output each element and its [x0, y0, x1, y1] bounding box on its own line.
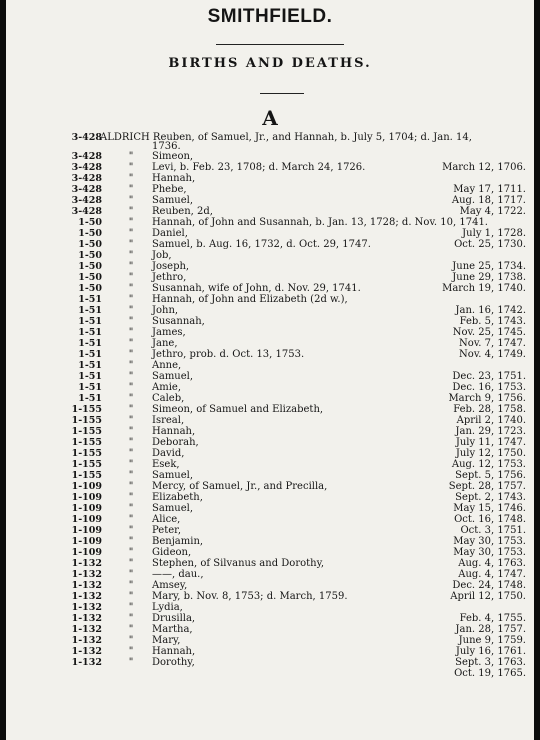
entry-date: April 12, 1750.	[450, 591, 526, 602]
entry-reference: 1-51	[78, 327, 102, 338]
entry-row	[6, 415, 534, 426]
entry-row	[6, 305, 534, 316]
entry-reference: 1-132	[71, 646, 102, 657]
entry-row	[6, 132, 534, 151]
ditto-mark: "	[128, 206, 134, 217]
entry-reference: 1-50	[78, 239, 102, 250]
entry-row	[6, 349, 534, 360]
entry-name: Samuel, b. Aug. 16, 1732, d. Oct. 29, 1747.	[152, 239, 371, 250]
entry-row	[6, 536, 534, 547]
entry-reference: 3-428	[71, 162, 102, 173]
entry-reference: 1-109	[71, 525, 102, 536]
entry-row	[6, 558, 534, 569]
entry-name: Amie,	[152, 382, 181, 393]
ditto-mark: "	[128, 283, 134, 294]
entry-date: Jan. 16, 1742.	[455, 305, 526, 316]
entry-name: Reuben, 2d,	[152, 206, 213, 217]
ditto-mark: "	[128, 217, 134, 228]
entry-date: May 30, 1753.	[453, 536, 526, 547]
entry-date: Dec. 24, 1748.	[452, 580, 526, 591]
ditto-mark: "	[128, 503, 134, 514]
ditto-mark: "	[128, 294, 134, 305]
entry-name: Samuel,	[152, 503, 194, 514]
entry-row	[6, 239, 534, 250]
entry-row	[6, 646, 534, 657]
entry-date: Jan. 29, 1723.	[455, 426, 526, 437]
entry-name: Esek,	[152, 459, 180, 470]
entry-reference: 3-428	[71, 132, 102, 143]
entry-reference: 1-51	[78, 371, 102, 382]
entry-row	[6, 217, 534, 228]
entry-name: Jane,	[152, 338, 178, 349]
document-page	[6, 0, 534, 740]
entry-date: March 9, 1756.	[448, 393, 526, 404]
entry-row	[6, 459, 534, 470]
entry-row	[6, 470, 534, 481]
entry-date: Sept. 5, 1756.	[455, 470, 526, 481]
ditto-mark: "	[128, 624, 134, 635]
ditto-mark: "	[128, 536, 134, 547]
entry-name: Susannah,	[152, 316, 205, 327]
entry-name: Samuel,	[152, 470, 194, 481]
entry-row	[6, 591, 534, 602]
page-title: SMITHFIELD.	[207, 6, 333, 27]
entry-row	[6, 657, 534, 668]
ditto-mark: "	[128, 569, 134, 580]
entry-reference: 1-132	[71, 635, 102, 646]
entry-name: Elizabeth,	[152, 492, 203, 503]
entry-date: July 12, 1750.	[455, 448, 526, 459]
entry-date: Sept. 3, 1763.	[455, 657, 526, 668]
entry-reference: 1-109	[71, 547, 102, 558]
ditto-mark: "	[128, 635, 134, 646]
entry-reference: 1-109	[71, 536, 102, 547]
entry-reference: 1-132	[71, 602, 102, 613]
entry-row	[6, 206, 534, 217]
entry-reference: 1-132	[71, 591, 102, 602]
entry-name: Gideon,	[152, 547, 192, 558]
entry-name: Joseph,	[152, 261, 190, 272]
ditto-mark: "	[128, 492, 134, 503]
entry-reference: 1-51	[78, 393, 102, 404]
entry-reference: 1-155	[71, 437, 102, 448]
ditto-mark: "	[128, 404, 134, 415]
entry-row	[6, 173, 534, 184]
entry-date: June 9, 1759.	[458, 635, 526, 646]
entry-name: Job,	[152, 250, 172, 261]
entry-reference: 1-155	[71, 448, 102, 459]
entry-row	[6, 283, 534, 294]
entry-date: May 17, 1711.	[453, 184, 526, 195]
entry-date: Sept. 2, 1743.	[455, 492, 526, 503]
entry-reference: 1-155	[71, 415, 102, 426]
entry-name: Martha,	[152, 624, 193, 635]
section-subtitle: BIRTHS AND DEATHS.	[168, 56, 372, 71]
entry-reference: 3-428	[71, 206, 102, 217]
entry-name: Dorothy,	[152, 657, 195, 668]
entry-name: Simeon, of Samuel and Elizabeth,	[152, 404, 324, 415]
entry-reference: 1-155	[71, 426, 102, 437]
entry-row	[6, 371, 534, 382]
ditto-mark: "	[128, 327, 134, 338]
entry-name: Jethro, prob. d. Oct. 13, 1753.	[152, 349, 305, 360]
ditto-mark: "	[128, 162, 134, 173]
entry-date: June 29, 1738.	[452, 272, 526, 283]
entry-reference: 1-51	[78, 382, 102, 393]
ditto-mark: "	[128, 316, 134, 327]
ditto-mark: "	[128, 272, 134, 283]
entry-reference: 1-132	[71, 580, 102, 591]
entry-reference: 1-50	[78, 272, 102, 283]
entry-date: March 19, 1740.	[442, 283, 526, 294]
entry-list	[6, 132, 534, 679]
entry-name: Phebe,	[152, 184, 187, 195]
entry-reference: 3-428	[71, 195, 102, 206]
ditto-mark: "	[128, 514, 134, 525]
entry-row	[6, 360, 534, 371]
entry-date: July 1, 1728.	[462, 228, 526, 239]
ditto-mark: "	[128, 558, 134, 569]
ditto-mark: "	[128, 426, 134, 437]
ditto-mark: "	[128, 591, 134, 602]
entry-row	[6, 261, 534, 272]
ditto-mark: "	[128, 371, 134, 382]
ditto-mark: "	[128, 250, 134, 261]
entry-reference: 3-428	[71, 151, 102, 162]
entry-reference: 3-428	[71, 173, 102, 184]
section-letter: A	[262, 106, 278, 130]
entry-reference: 1-50	[78, 228, 102, 239]
entry-name: Mary,	[152, 635, 181, 646]
ditto-mark: "	[128, 547, 134, 558]
entry-row	[6, 316, 534, 327]
entry-row	[6, 382, 534, 393]
entry-name: Samuel,	[152, 195, 194, 206]
entry-row	[6, 624, 534, 635]
entry-name: Jethro,	[152, 272, 187, 283]
entry-reference: 1-132	[71, 624, 102, 635]
ditto-mark: "	[128, 613, 134, 624]
ditto-mark: "	[128, 228, 134, 239]
entry-date: Oct. 19, 1765.	[454, 668, 526, 679]
entry-row	[6, 393, 534, 404]
entry-row	[6, 547, 534, 558]
title-rule	[216, 44, 344, 45]
entry-reference: 1-132	[71, 569, 102, 580]
entry-name: Isreal,	[152, 415, 185, 426]
ditto-mark: "	[128, 360, 134, 371]
entry-name: Susannah, wife of John, d. Nov. 29, 1741.	[152, 283, 361, 294]
entry-name: Hannah,	[152, 646, 196, 657]
entry-row	[6, 228, 534, 239]
entry-row	[6, 151, 534, 162]
entry-row	[6, 580, 534, 591]
entry-reference: 1-155	[71, 459, 102, 470]
entry-date: May 4, 1722.	[459, 206, 526, 217]
ditto-mark: "	[128, 151, 134, 162]
entry-name: ——, dau.,	[152, 569, 204, 580]
entry-name: Caleb,	[152, 393, 185, 404]
entry-row	[6, 635, 534, 646]
ditto-mark: "	[128, 184, 134, 195]
entry-reference: 1-51	[78, 349, 102, 360]
entry-date: Oct. 3, 1751.	[460, 525, 526, 536]
ditto-mark: "	[128, 448, 134, 459]
ditto-mark: "	[128, 437, 134, 448]
entry-date: July 16, 1761.	[455, 646, 526, 657]
entry-row	[6, 250, 534, 261]
entry-name: John,	[152, 305, 179, 316]
entry-date: Nov. 4, 1749.	[459, 349, 526, 360]
entry-row	[6, 327, 534, 338]
entry-name: Hannah,	[152, 426, 196, 437]
subtitle-rule	[260, 93, 304, 94]
entry-name: Anne,	[152, 360, 182, 371]
entry-reference: 1-50	[78, 261, 102, 272]
entry-date: Sept. 28, 1757.	[448, 481, 526, 492]
entry-name: Deborah,	[152, 437, 199, 448]
entry-name: Lydia,	[152, 602, 183, 613]
entry-date: May 15, 1746.	[453, 503, 526, 514]
entry-reference: 1-155	[71, 404, 102, 415]
entry-row	[6, 338, 534, 349]
ditto-mark: "	[128, 239, 134, 250]
ditto-mark: "	[128, 459, 134, 470]
entry-name: Hannah,	[152, 173, 196, 184]
entry-reference: 1-132	[71, 657, 102, 668]
entry-name: James,	[152, 327, 186, 338]
entry-date: June 25, 1734.	[452, 261, 526, 272]
entry-date: April 2, 1740.	[456, 415, 526, 426]
entry-date: Nov. 25, 1745.	[452, 327, 526, 338]
entry-name: Samuel,	[152, 371, 194, 382]
entry-date: Feb. 5, 1743.	[459, 316, 526, 327]
entry-reference: 1-109	[71, 503, 102, 514]
entry-row	[6, 492, 534, 503]
entry-row	[6, 503, 534, 514]
ditto-mark: "	[128, 470, 134, 481]
entry-row	[6, 613, 534, 624]
entry-reference: 1-51	[78, 360, 102, 371]
entry-row	[6, 184, 534, 195]
entry-name: David,	[152, 448, 185, 459]
entry-date: Aug. 4, 1747.	[458, 569, 526, 580]
ditto-mark: "	[128, 382, 134, 393]
entry-reference: 1-51	[78, 338, 102, 349]
entry-reference: 1-109	[71, 481, 102, 492]
entry-reference: 1-50	[78, 250, 102, 261]
ditto-mark: "	[128, 195, 134, 206]
entry-reference: 1-51	[78, 305, 102, 316]
ditto-mark: "	[128, 481, 134, 492]
ditto-mark: "	[128, 393, 134, 404]
ditto-mark: "	[128, 525, 134, 536]
entry-row	[6, 294, 534, 305]
entry-name: Mercy, of Samuel, Jr., and Precilla,	[152, 481, 328, 492]
entry-reference: 1-109	[71, 492, 102, 503]
entry-reference: 1-51	[78, 294, 102, 305]
ditto-mark: "	[128, 305, 134, 316]
entry-row	[6, 525, 534, 536]
entry-name: Simeon,	[152, 151, 194, 162]
entry-row	[6, 437, 534, 448]
entry-row	[6, 426, 534, 437]
ditto-mark: "	[128, 261, 134, 272]
entry-date: Oct. 25, 1730.	[454, 239, 526, 250]
entry-row	[6, 162, 534, 173]
entry-reference: 3-428	[71, 184, 102, 195]
entry-date: Dec. 16, 1753.	[452, 382, 526, 393]
ditto-mark: "	[128, 338, 134, 349]
entry-row	[6, 569, 534, 580]
entry-name: ALDRICH Reuben, of Samuel, Jr., and Hannah, b. July 5, 1704; d. Jan. 14,	[100, 132, 472, 143]
entry-date: Jan. 28, 1757.	[455, 624, 526, 635]
entry-name: Alice,	[152, 514, 181, 525]
entry-date: Aug. 18, 1717.	[451, 195, 526, 206]
entry-name: Stephen, of Silvanus and Dorothy,	[152, 558, 325, 569]
entry-name: Hannah, of John and Elizabeth (2d w.),	[152, 294, 348, 305]
ditto-mark: "	[128, 580, 134, 591]
entry-date: May 30, 1753.	[453, 547, 526, 558]
entry-name: Drusilla,	[152, 613, 196, 624]
entry-date: July 11, 1747.	[455, 437, 526, 448]
ditto-mark: "	[128, 415, 134, 426]
entry-row	[6, 668, 534, 679]
entry-reference: 1-109	[71, 514, 102, 525]
entry-continuation: 1736.	[152, 141, 181, 152]
entry-date: Aug. 12, 1753.	[451, 459, 526, 470]
ditto-mark: "	[128, 602, 134, 613]
entry-name: Hannah, of John and Susannah, b. Jan. 13, 1728; d. Nov. 10, 1741.	[152, 217, 488, 228]
entry-reference: 1-132	[71, 613, 102, 624]
entry-name: Peter,	[152, 525, 181, 536]
entry-reference: 1-51	[78, 316, 102, 327]
entry-row	[6, 448, 534, 459]
entry-reference: 1-50	[78, 283, 102, 294]
entry-row	[6, 481, 534, 492]
ditto-mark: "	[128, 646, 134, 657]
ditto-mark: "	[128, 657, 134, 668]
entry-reference: 1-155	[71, 470, 102, 481]
entry-date: Dec. 23, 1751.	[452, 371, 526, 382]
entry-date: Aug. 4, 1763.	[458, 558, 526, 569]
entry-reference: 1-132	[71, 558, 102, 569]
entry-row	[6, 602, 534, 613]
entry-name: Daniel,	[152, 228, 188, 239]
entry-row	[6, 195, 534, 206]
entry-reference: 1-50	[78, 217, 102, 228]
ditto-mark: "	[128, 349, 134, 360]
entry-date: Feb. 28, 1758.	[453, 404, 526, 415]
entry-name: Amsey,	[152, 580, 188, 591]
entry-date: March 12, 1706.	[442, 162, 526, 173]
entry-name: Levi, b. Feb. 23, 1708; d. March 24, 1726.	[152, 162, 366, 173]
entry-name: Benjamin,	[152, 536, 204, 547]
entry-date: Feb. 4, 1755.	[459, 613, 526, 624]
ditto-mark: "	[128, 173, 134, 184]
entry-row	[6, 514, 534, 525]
entry-row	[6, 404, 534, 415]
entry-date: Oct. 16, 1748.	[454, 514, 526, 525]
entry-date: Nov. 7, 1747.	[459, 338, 526, 349]
entry-row	[6, 272, 534, 283]
entry-name: Mary, b. Nov. 8, 1753; d. March, 1759.	[152, 591, 348, 602]
